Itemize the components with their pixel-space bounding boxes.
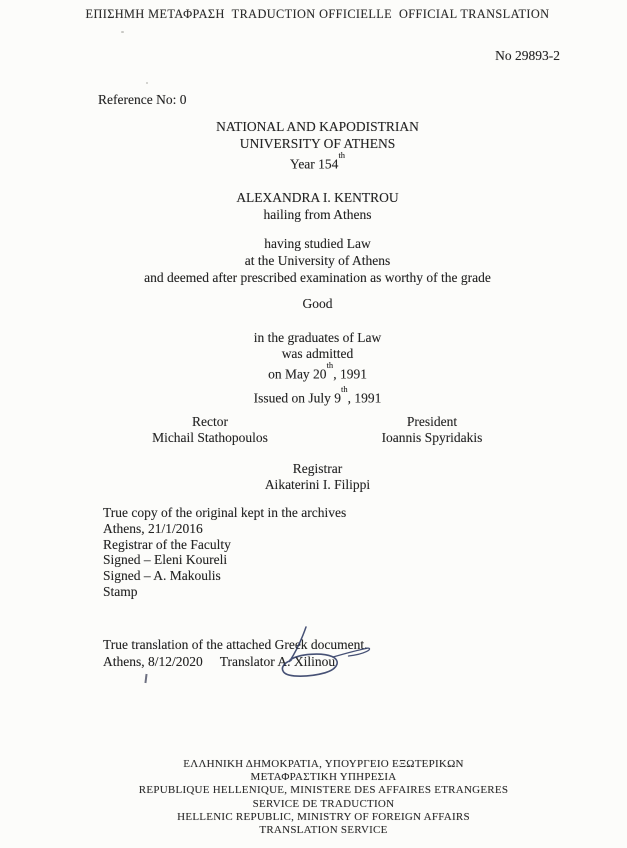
admission-line1: in the graduates of Law [253,330,382,345]
archive-line-stamp: Stamp [103,583,138,599]
official-translation-header: ΕΠΙΣΗΜΗ ΜΕΤΑΦΡΑΣΗ TRADUCTION OFFICIELLE OFFICIAL TRANSLATION [85,7,550,21]
attestation-date: Athens, 8/12/2020 [103,653,203,669]
studies-block [4,235,627,286]
studies-line2: at the University of Athens [244,253,391,268]
university-title-block [4,118,627,173]
university-year-line: Year 154th [289,150,346,172]
archive-certification-block [103,505,346,600]
grade-value: Good [302,296,333,311]
translation-certification-block [103,637,368,670]
document-number: No 29893-2 [495,48,560,63]
year-ordinal: th [338,150,346,160]
footer-line-french-service: SERVICE DE TRADUCTION [252,797,395,810]
rector-title: Rector [192,414,228,429]
ink-mark [144,674,147,683]
studies-line1: having studied Law [264,236,371,251]
issue-date-ordinal: th [341,384,348,394]
attestation-date-line [103,654,368,671]
archive-line-registrar: Registrar of the Faculty [103,536,231,552]
admission-line2: was admitted [281,346,354,361]
footer-line-english-republic: HELLENIC REPUBLIC, MINISTRY OF FOREIGN AFFAIRS [177,810,470,823]
archive-line-signed-2: Signed – A. Makoulis [103,568,221,584]
reference-number: Reference No: 0 [98,92,187,107]
scan-speck [146,82,148,84]
archive-line-true-copy: True copy of the original kept in the archives [103,505,347,520]
issue-date-line: Issued on July 9th, 1991 [253,384,382,406]
university-name-line1: NATIONAL AND KAPODISTRIAN [216,119,419,134]
president-name: Ioannis Spyridakis [381,430,483,445]
scan-speck [121,31,124,33]
graduate-block [4,190,627,223]
admission-block [4,330,627,383]
graduate-origin: hailing from Athens [263,206,372,222]
translator-name: Translator A. Xilinou [219,653,336,669]
footer-line-greek-service: ΜΕΤΑΦΡΑΣΤΙΚΗ ΥΠΗΡΕΣΙΑ [250,771,397,784]
president-title: President [406,414,458,429]
footer-line-english-service: TRANSLATION SERVICE [259,824,388,837]
attestation-line: True translation of the attached Greek document. [103,637,368,652]
president-signature-block [322,414,542,446]
ministry-footer-block [10,758,627,837]
rector-signature-block [100,414,320,446]
registrar-name: Aikaterini I. Filippi [264,477,371,492]
registrar-signature-block [4,461,627,493]
footer-line-greek-republic: ΕΛΛΗΝΙΚΗ ΔΗΜΟΚΡΑΤΙΑ, ΥΠΟΥΡΓΕΙΟ ΕΞΩΤΕΡΙΚΩΝ [183,758,464,770]
admission-date-ordinal: th [326,360,334,370]
footer-line-french-republic: REPUBLIQUE HELLENIQUE, MINISTERE DES AFFAIRES ETRANGERES [138,784,509,797]
archive-line-date: Athens, 21/1/2016 [103,520,203,536]
archive-line-signed-1: Signed – Eleni Koureli [103,552,228,568]
graduate-name: ALEXANDRA I. KENTROU [236,190,399,205]
university-name-line2: UNIVERSITY OF ATHENS [239,136,396,151]
admission-date-line: on May 20th, 1991 [268,360,367,382]
rector-name: Michail Stathopoulos [152,430,268,445]
registrar-title: Registrar [292,461,343,476]
studies-line3: and deemed after prescribed examination as worthy of the grade [144,270,491,285]
